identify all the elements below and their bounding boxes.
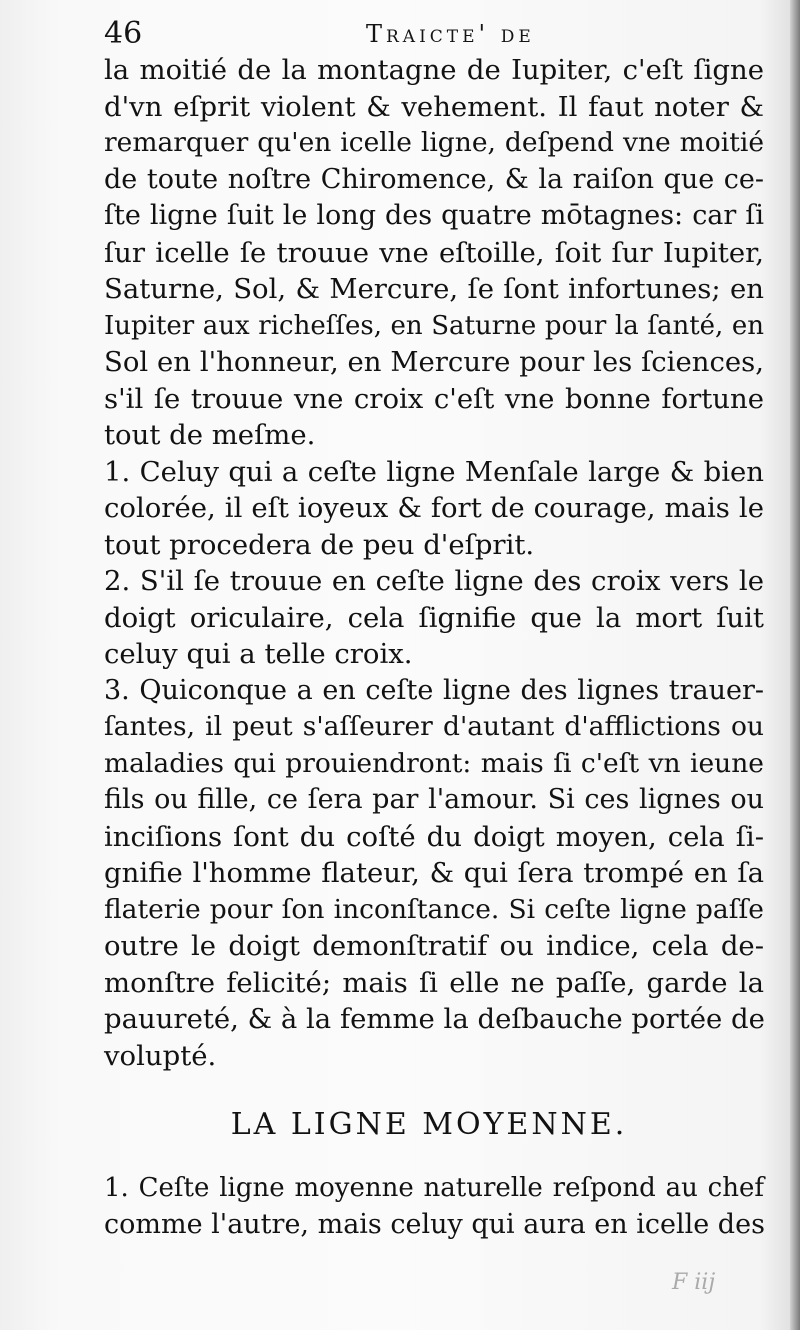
text-line: ſantes, il peut s'aſſeurer d'autant d'afflictions ou [104,711,764,742]
text-line: d'vn eſprit violent & vehement. Il faut noter & [104,90,764,123]
text-line: gnifie l'homme flateur, & qui ſera trompé en ſa [104,857,764,889]
text-line: celuy qui a telle croix. [104,638,413,670]
text-line: doigt oriculaire, cela ſignifie que la mort ſuit [104,601,764,634]
text-line: s'il ſe trouue vne croix c'eſt vne bonne fortune [104,382,764,415]
running-head: Traicte' de [366,20,535,48]
text-line: volupté. [104,1039,217,1072]
text-block-top [104,52,764,1074]
text-line: 1. Celuy qui a ceſte ligne Menſale large & bien [104,455,764,488]
text-line: maladies qui prouiendront: mais ſi c'eſt vn ieune [104,747,764,779]
text-line: monſtre felicité; mais ſi elle ne paſſe, garde la [104,966,764,999]
text-line: ſur icelle ſe trouue vne eſtoille, ſoit ſur Iupiter, [104,236,764,269]
text-line: Sol en l'honneur, en Mercure pour les ſciences, [104,346,764,378]
text-line: tout de meſme. [104,419,316,451]
text-block-bottom [104,1170,764,1243]
text-line: 3. Quiconque a en ceſte ligne des lignes trauer- [104,674,764,706]
signature-mark: F iij [672,1270,716,1295]
page-number: 46 [104,16,143,51]
page-edge-shadow [790,0,800,1330]
text-line: 1. Ceſte ligne moyenne naturelle reſpond au chef [104,1173,764,1203]
text-line: pauureté, & à la femme la deſbauche portée de [104,1003,765,1035]
text-line: flaterie pour ſon inconſtance. Si ceſte ligne paſſe [104,893,764,925]
text-line: Saturne, Sol, & Mercure, ſe ſont infortunes; en [104,273,764,305]
text-line: fils ou fille, ce ſera par l'amour. Si ces lignes ou [104,784,764,815]
text-line: outre le doigt demonſtratif ou indice, cela de- [104,930,764,962]
body-text [104,52,764,1243]
text-line: comme l'autre, mais celuy qui aura en icelle des [104,1208,765,1240]
text-line: Iupiter aux richeſſes, en Saturne pour la ſanté, en [104,310,764,341]
text-line: colorée, il eſt ioyeux & fort de courage, mais le [104,492,764,524]
text-line: la moitié de la montagne de Iupiter, c'eſt ſigne [104,54,764,86]
text-line: inciſions ſont du coſté du doigt moyen, cela ſi- [104,820,764,853]
text-line: de toute noſtre Chiromence, & la raiſon que ce- [104,163,764,195]
text-line: ſte ligne ſuit le long des quatre mōtagnes: car ſi [104,200,764,231]
page-header [104,16,764,56]
section-heading: LA LIGNE MOYENNE. [230,1107,628,1142]
text-line: tout procedera de peu d'eſprit. [104,528,535,561]
text-line: 2. S'il ſe trouue en ceſte ligne des croix vers le [104,565,764,597]
text-line: remarquer qu'en icelle ligne, deſpend vne moitié [104,127,764,158]
